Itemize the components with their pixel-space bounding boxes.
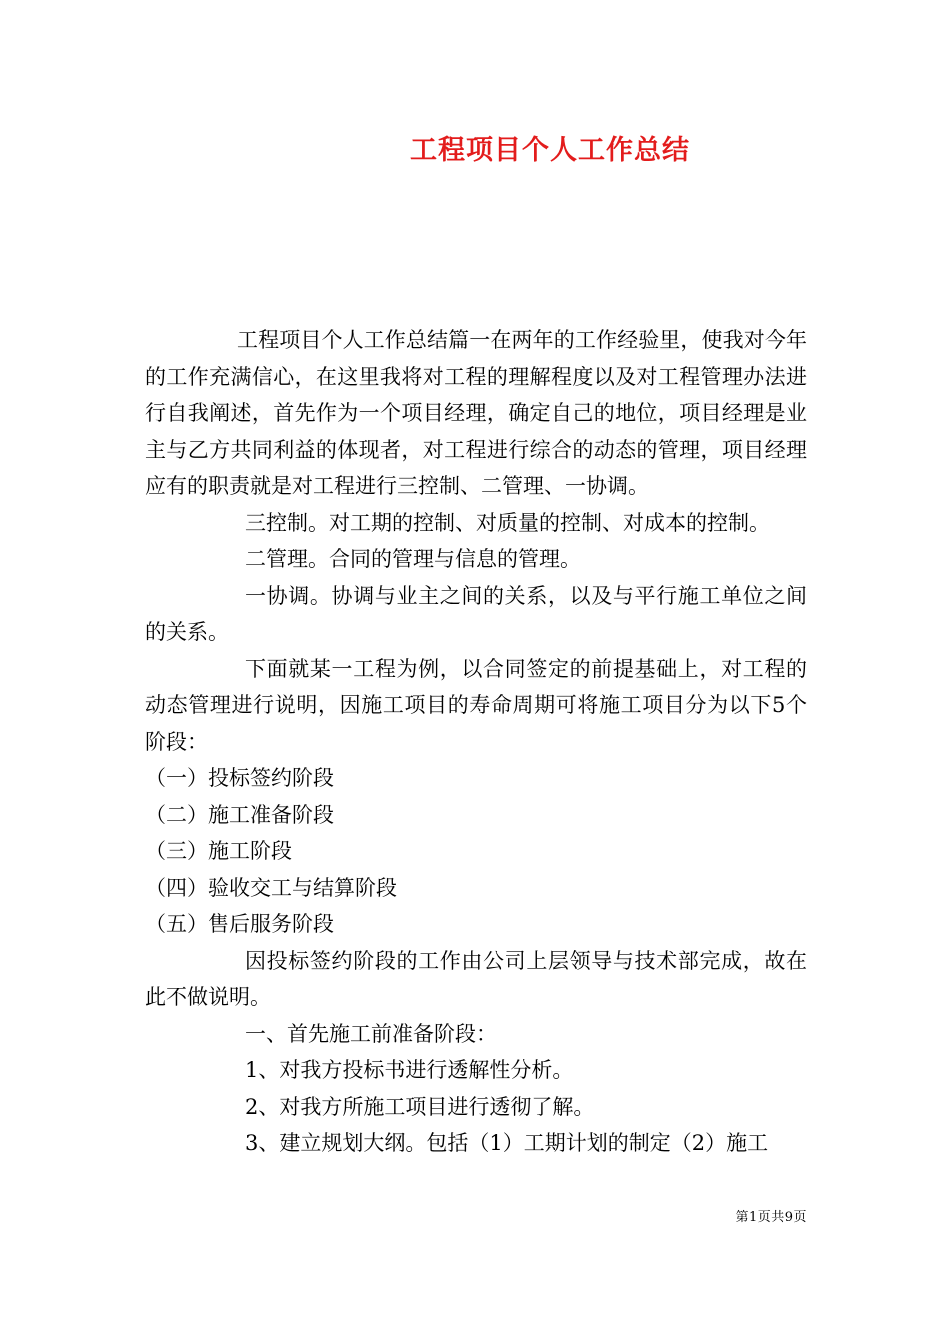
- document-title: 工程项目个人工作总结: [410, 135, 690, 166]
- paragraph-three-controls: 三控制。对工期的控制、对质量的控制、对成本的控制。: [245, 510, 770, 535]
- list-item-step-3: 3、建立规划大纲。包括（1）工期计划的制定（2）施工: [245, 1131, 769, 1155]
- paragraph-bidding-note: 因投标签约阶段的工作由公司上层领导与技术部完成，故在此不做说明。: [145, 948, 807, 1009]
- paragraph-two-managements: 二管理。合同的管理与信息的管理。: [245, 547, 581, 571]
- list-item-stage-1: （一）投标签约阶段: [145, 766, 334, 790]
- page-number-footer: 第1页共9页: [735, 1210, 807, 1225]
- paragraph-one-coordination: 一协调。协调与业主之间的关系，以及与平行施工单位之间的关系。: [145, 583, 807, 644]
- paragraph-intro: 工程项目个人工作总结篇一在两年的工作经验里，使我对今年的工作充满信心，在这里我将对工程的理解程度以及对工程管理办法进行自我阐述，首先作为一个项目经理，确定自己的地位，项目经理是业主与乙方共同利益的体现者，对工程进行综合的动态的管理，项目经理应有的职责就是对工程进行三控制、二管理、一协调。: [145, 328, 807, 498]
- list-item-step-1: 1、对我方投标书进行透解性分析。: [245, 1058, 574, 1082]
- list-item-stage-2: （二）施工准备阶段: [145, 802, 334, 827]
- list-item-step-2: 2、对我方所施工项目进行透彻了解。: [245, 1094, 595, 1119]
- document-body: [145, 322, 807, 1162]
- paragraph-example: 下面就某一工程为例，以合同签定的前提基础上，对工程的动态管理进行说明，因施工项目的寿命周期可将施工项目分为以下5个阶段：: [145, 656, 807, 754]
- list-item-stage-3: （三）施工阶段: [145, 839, 292, 863]
- section-heading-preparation: 一、首先施工前准备阶段：: [245, 1021, 497, 1046]
- list-item-stage-5: （五）售后服务阶段: [145, 912, 334, 936]
- list-item-stage-4: （四）验收交工与结算阶段: [145, 875, 397, 900]
